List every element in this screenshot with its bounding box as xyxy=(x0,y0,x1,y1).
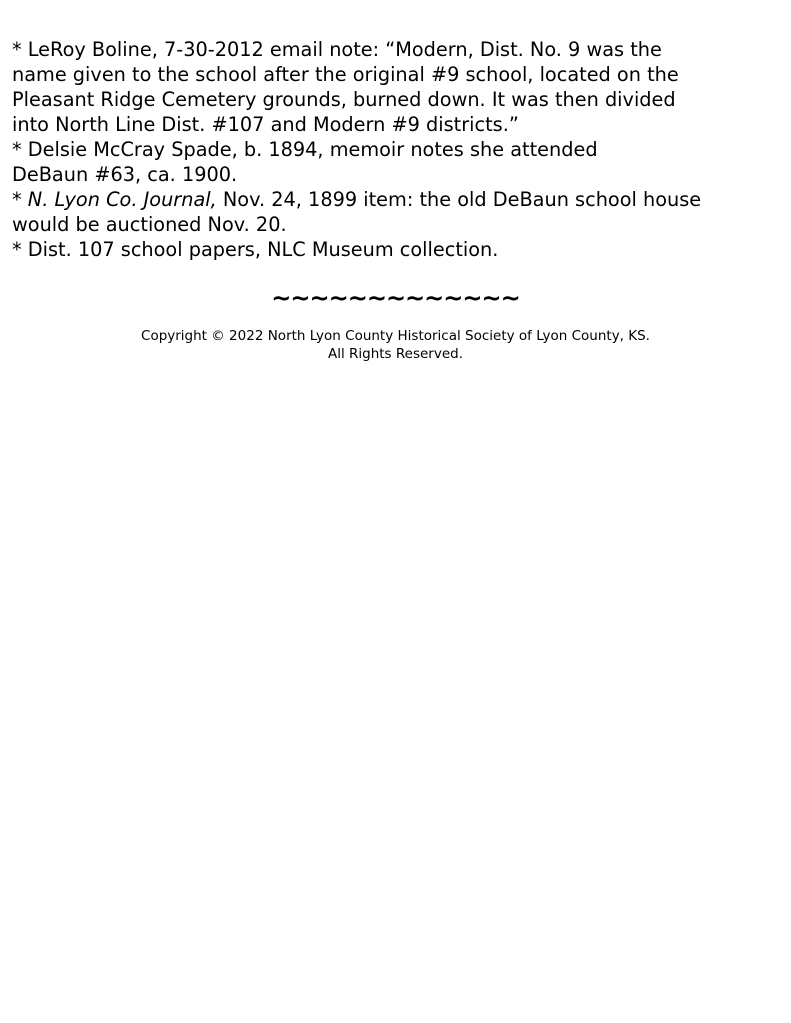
note-spade xyxy=(12,137,787,187)
publication-title: N. Lyon Co. Journal, xyxy=(27,188,217,211)
note-line xyxy=(12,187,787,212)
note-journal xyxy=(12,187,787,237)
note-line: * LeRoy Boline, 7-30-2012 email note: “Modern, Dist. No. 9 was the xyxy=(12,38,662,61)
tilde-divider: ~~~~~~~~~~~~~ xyxy=(271,284,520,312)
note-line: * Dist. 107 school papers, NLC Museum collection. xyxy=(12,238,499,261)
note-line: * Delsie McCray Spade, b. 1894, memoir notes she attended xyxy=(12,138,598,161)
note-line: DeBaun #63, ca. 1900. xyxy=(12,163,238,186)
copyright-text: Copyright © 2022 North Lyon County Historical Society of Lyon County, KS. xyxy=(141,328,650,344)
note-line: into North Line Dist. #107 and Modern #9 districts.” xyxy=(12,113,519,136)
source-notes xyxy=(12,37,787,262)
rights-text: All Rights Reserved. xyxy=(327,346,464,362)
note-dist107 xyxy=(12,237,787,262)
note-bullet: * xyxy=(12,188,28,211)
note-boline xyxy=(12,37,787,137)
note-line: Pleasant Ridge Cemetery grounds, burned down. It was then divided xyxy=(12,88,676,111)
copyright-footer xyxy=(0,327,791,363)
note-line: name given to the school after the original #9 school, located on the xyxy=(12,63,679,86)
note-text: Nov. 24, 1899 item: the old DeBaun school house xyxy=(216,188,702,211)
note-line: would be auctioned Nov. 20. xyxy=(12,213,287,236)
